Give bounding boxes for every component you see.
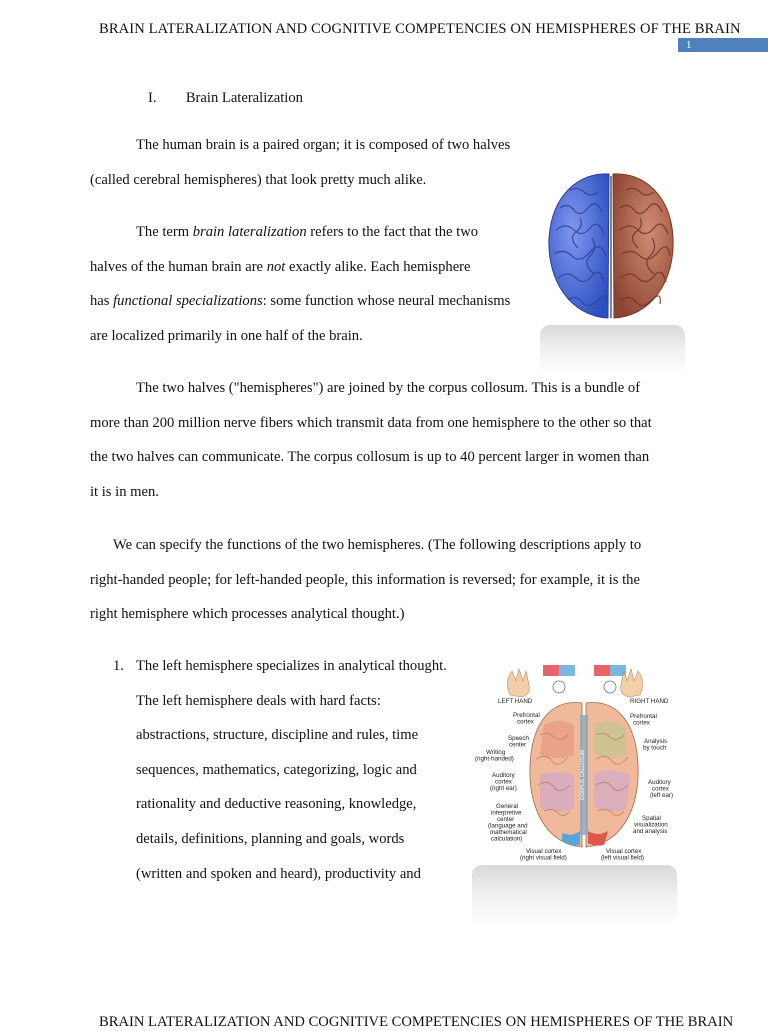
corpus-callosum-label: CORPUS CALLOSUM <box>580 749 586 801</box>
visual-cortex-right-field-label: Visual cortex (right visual field) <box>520 848 567 862</box>
image-reflection <box>540 325 685 375</box>
left-hand-icon <box>507 669 529 697</box>
text-run: : some function whose neural mechanisms <box>262 293 511 310</box>
page-number-badge <box>678 38 768 52</box>
section-title: Brain Lateralization <box>185 90 303 106</box>
analysis-touch-label: Analysis by touch <box>643 738 668 752</box>
visual-cortex-left-field-label: Visual cortex (left visual field) <box>601 848 644 862</box>
paragraph-functions <box>90 528 641 632</box>
emphasis-term: functional specializations <box>113 293 263 310</box>
paragraph-line <box>90 215 510 250</box>
paragraph-line: (called cerebral hemispheres) that look pretty much alike. <box>90 171 427 188</box>
left-eye-icon <box>553 681 565 693</box>
prefrontal-left-label: Prefrontal cortex <box>513 712 540 726</box>
list-line: abstractions, structure, discipline and rules, time <box>136 727 419 744</box>
general-interpretive-label: General interpretive center (language and mathematical calculation) <box>488 803 528 843</box>
auditory-left-ear-label: Auditory cortex (left ear) <box>648 779 674 799</box>
list-line: details, definitions, planning and goals, words <box>136 830 405 847</box>
running-header-title: BRAIN LATERALIZATION AND COGNITIVE COMPETENCIES ON HEMISPHERES OF THE BRAIN <box>99 21 741 37</box>
right-hand-label: RIGHT HAND <box>630 698 669 705</box>
paragraph-corpus-collosum <box>90 371 652 509</box>
brain-illustration <box>540 168 685 328</box>
right-eye-icon <box>604 681 616 693</box>
emphasis-term: not <box>266 258 286 275</box>
paragraph-paired-organ <box>90 128 510 197</box>
text-run: halves of the human brain are <box>90 258 267 275</box>
list-line: sequences, mathematics, categorizing, logic and <box>136 761 417 778</box>
left-hand-label: LEFT HAND <box>498 698 533 705</box>
paragraph-line: right-handed people; for left-handed people, this information is reversed; for example, it is the <box>90 571 640 588</box>
text-run: has <box>90 293 114 310</box>
brain-function-diagram <box>470 655 680 930</box>
diagram-reflection <box>472 865 677 927</box>
section-number: I. <box>148 90 157 106</box>
paragraph-line: are localized primarily in one half of the brain. <box>90 327 363 344</box>
speech-center-label: Speech center <box>508 735 529 749</box>
list-item-left-hemisphere <box>136 649 447 891</box>
hemisphere-function-illustration <box>470 655 680 867</box>
paragraph-line: The human brain is a paired organ; it is composed of two halves <box>136 137 511 153</box>
section-heading <box>148 81 303 116</box>
right-hand-icon <box>621 669 643 697</box>
list-line: The left hemisphere deals with hard facts: <box>136 692 381 709</box>
paragraph-line <box>90 250 510 285</box>
text-run: The term <box>136 224 193 240</box>
list-line: rationality and deductive reasoning, knowledge, <box>136 796 417 813</box>
list-line: (written and spoken and heard), productivity and <box>136 865 421 882</box>
next-page-running-header: BRAIN LATERALIZATION AND COGNITIVE COMPETENCIES ON HEMISPHERES OF THE BRAIN <box>99 1014 734 1030</box>
paragraph-line: more than 200 million nerve fibers which transmit data from one hemisphere to the other so that <box>90 414 652 431</box>
paragraph-line: the two halves can communicate. The corpus collosum is up to 40 percent larger in women than <box>90 449 650 466</box>
emphasis-term: brain lateralization <box>192 224 307 240</box>
list-line: The left hemisphere specializes in analytical thought. <box>136 658 447 674</box>
page-number: 1 <box>686 39 692 51</box>
paragraph-line: We can specify the functions of the two hemispheres. (The following descriptions apply to <box>113 537 642 553</box>
text-run: exactly alike. Each hemisphere <box>285 258 471 275</box>
paragraph-line <box>90 284 510 319</box>
text-run: refers to the fact that the two <box>306 224 479 240</box>
brain-hemispheres-image <box>540 168 685 378</box>
prefrontal-right-label: Prefrontal cortex <box>630 713 657 727</box>
paragraph-line: right hemisphere which processes analytical thought.) <box>90 606 405 623</box>
auditory-right-ear-label: Auditory cortex (right ear) <box>490 772 517 792</box>
paragraph-line: it is in men. <box>90 483 159 500</box>
paragraph-line: The two halves ("hemispheres") are joined by the corpus collosum. This is a bundle of <box>136 380 641 396</box>
list-item-number: 1. <box>113 658 124 674</box>
spatial-visualization-label: Spatial visualization and analysis <box>633 815 668 835</box>
paragraph-lateralization <box>90 215 510 353</box>
writing-label: Writing (right-handed) <box>475 749 514 763</box>
